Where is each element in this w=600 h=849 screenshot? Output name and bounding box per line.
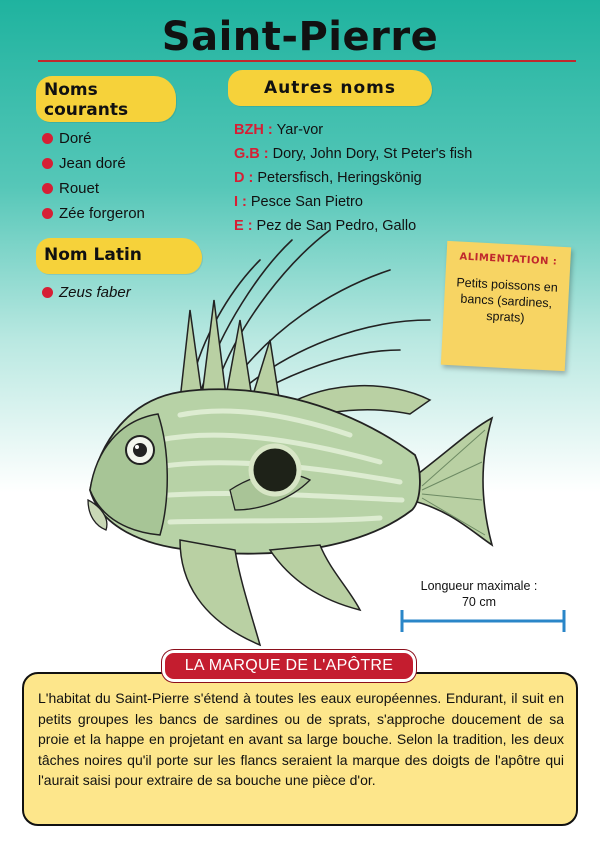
bullet-icon <box>42 158 53 169</box>
section-heading: LA MARQUE DE L'APÔTRE <box>162 650 416 682</box>
alimentation-heading: ALIMENTATION : <box>459 251 558 268</box>
list-item: D : Petersfisch, Heringskönig <box>234 170 422 186</box>
list-item: Zeus faber <box>42 280 131 305</box>
list-item: Jean doré <box>42 151 145 176</box>
length-scale-bar <box>400 606 570 636</box>
description-box <box>22 672 578 826</box>
list-item: I : Pesce San Pietro <box>234 194 363 210</box>
title-underline <box>38 60 576 62</box>
nom-latin-heading: Nom Latin <box>36 238 202 274</box>
list-item: Doré <box>42 126 145 151</box>
page-title: Saint-Pierre <box>161 14 439 60</box>
description-text: L'habitat du Saint-Pierre s'étend à toutes les eaux européennes. Endurant, il suit en petits groupes les bancs de sardines ou de sprats, s'approche doucement de sa proie et la happe en projetant en avant sa large bouche. Selon la tradition, les deux tâches noires qu'il porte sur les flancs seraient la marque des doigts de l'apôtre qui l'aurait saisi pour extraire de sa bouche une pièce d'or. <box>38 690 564 788</box>
autres-noms-heading: Autres noms <box>228 70 432 106</box>
bullet-icon <box>42 183 53 194</box>
list-item: G.B : Dory, John Dory, St Peter's fish <box>234 146 473 162</box>
alimentation-text: Petits poissons en bancs (sardines, sprats) <box>456 275 559 325</box>
list-item: E : Pez de San Pedro, Gallo <box>234 218 417 234</box>
list-item: Rouet <box>42 176 145 201</box>
bullet-icon <box>42 133 53 144</box>
list-item: Zée forgeron <box>42 201 145 226</box>
noms-courants-heading: Noms courants <box>36 76 176 122</box>
list-item: BZH : Yar-vor <box>234 122 324 138</box>
longueur-label: Longueur maximale : 70 cm <box>404 578 554 610</box>
longueur-value: 70 cm <box>461 595 497 609</box>
